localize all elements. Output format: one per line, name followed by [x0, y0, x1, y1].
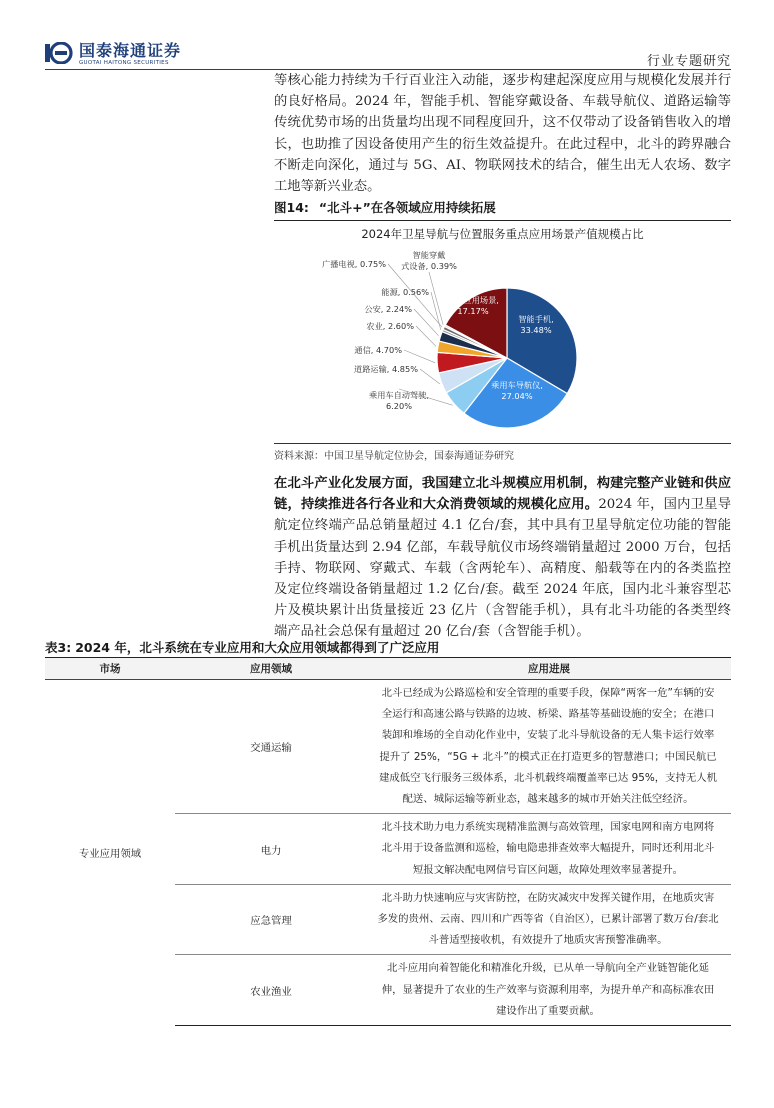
logo-chinese-name: 国泰海通证券: [79, 41, 182, 60]
company-logo: [45, 42, 181, 67]
pie-data-label: 乘用车自动驾驶, 6.20%: [369, 390, 429, 411]
progress-cell: 北斗应用向着智能化和精准化升级，已从单一导航向全产业链智能化延伸，显著提升了农业的生产效率与资源利用率，为提升单产和高标准农田建设作出了重要贡献。: [367, 955, 731, 1026]
industry-paragraph-lead: 在北斗产业化发展方面，我国建立北斗规模应用机制，构建完整产业链和供应链，持续推进各行各业和大众消费领域的规模化应用。: [274, 476, 731, 513]
pie-data-label: 其他应用场景, 17.17%: [447, 295, 499, 316]
report-type-label: 行业专题研究: [646, 54, 731, 69]
pie-leader-line: [416, 326, 436, 346]
application-table: [45, 657, 731, 1026]
header-progress: 应用进展: [367, 658, 731, 680]
progress-cell: 北斗已经成为公路巡检和安全管理的重要手段，保障“两客一危”车辆的安全运行和高速公路与铁路的边坡、桥梁、路基等基础设施的安全；在港口装卸和堆场的全自动化作业中，安装了北斗导航设备的无人集卡运行效率提升了 25%，“5G + 北斗”的模式正在打造更多的智慧港口；中国民航已建成低空飞行服务三级体系，北斗机载终端覆盖率已达 95%，支持无人机配送、城际运输等新业态，越来越多的城市开始关注低空经济。: [378, 687, 718, 806]
header-market: 市场: [45, 658, 175, 680]
pie-data-label: 公安, 2.24%: [364, 304, 412, 314]
pie-data-label: 农业, 2.60%: [366, 321, 414, 331]
figure-title-text: “北斗+”在各领域应用持续拓展: [318, 200, 496, 215]
pie-leader-line: [420, 369, 440, 384]
market-cell: 专业应用领域: [78, 848, 142, 861]
table-row: [45, 680, 731, 814]
logo-icon: [45, 42, 73, 64]
intro-paragraph: 等核心能力持续为千行百业注入动能，逐步构建起深度应用与规模化发展并行的良好格局。2024 年，智能手机、智能穿戴设备、车载导航仪、道路运输等传统优势市场的出货量均出现不同程度回升，这不仅带动了设备销售收入的增长，也助推了因设备使用产生的衍生效益提升。在此过程中，北斗的跨界融合不断走向深化，通过与 5G、AI、物联网技术的结合，催生出无人农场、数字工地等新兴业态。: [274, 73, 731, 195]
pie-leader-line: [414, 309, 439, 336]
pie-data-label: 能源, 0.56%: [381, 287, 429, 297]
field-cell: 农业渔业: [175, 955, 367, 1026]
pie-chart: [274, 220, 731, 442]
progress-cell: 北斗助力快速响应与灾害防控，在防灾减灾中发挥关键作用，在地质灾害多发的贵州、云南、四川和广西等省（自治区），已累计部署了数万台/套北斗普适型接收机，有效提升了地质灾害预警准确率。: [367, 884, 731, 955]
table-header-row: [45, 658, 731, 680]
field-cell: 电力: [175, 814, 367, 885]
pie-data-label: 广播电视, 0.75%: [322, 259, 386, 269]
header-field: 应用领域: [175, 658, 367, 680]
table-title-text: 2024 年，北斗系统在专业应用和大众应用领域都得到了广泛应用: [75, 640, 440, 655]
pie-chart-svg: [274, 220, 731, 442]
logo-english-name: GUOTAI HAITONG SECURITIES: [79, 60, 169, 66]
figure-number: 图14:: [274, 200, 309, 215]
field-cell: 交通运输: [250, 742, 292, 755]
field-cell: 应急管理: [175, 884, 367, 955]
table-number: 表3:: [45, 640, 72, 655]
industry-paragraph-body: 2024 年，国内卫星导航定位终端产品总销量超过 4.1 亿台/套，其中具有卫星导航定位功能的智能手机出货量达到 2.94 亿部，车载导航仪市场终端销量超过 2000 万台，包括手持、物联网、穿戴式、车载（含两轮车）、高精度、船载等在内的各类监控及定位终端设备销量超过 1.2 亿台/套。截至 2024 年底，国内北斗兼容型芯片及模块累计出货量接近 23 亿片（含智能手机），具有北斗功能的各类型终端产品社会总保有量超过 20 亿台/套（含智能手机）。: [274, 497, 731, 640]
progress-cell: 北斗技术助力电力系统实现精准监测与高效管理，国家电网和南方电网将北斗用于设备监测和巡检，输电隐患排查效率大幅提升，同时还利用北斗短报文解决配电网信号盲区问题，故障处理效率显著提升。: [367, 814, 731, 885]
figure-source: 资料来源：中国卫星导航定位协会，国泰海通证券研究: [274, 443, 731, 462]
figure-title: [274, 198, 731, 221]
table-title: [45, 638, 731, 656]
pie-leader-line: [404, 350, 435, 363]
pie-data-label: 乘用车导航仪, 27.04%: [491, 380, 543, 401]
pie-data-label: 智能手机, 33.48%: [518, 314, 554, 335]
pie-leader-line: [429, 272, 443, 325]
page-header: [45, 40, 731, 70]
chart-title: 2024年卫星导航与位置服务重点应用场景产值规模占比: [361, 227, 644, 241]
pie-data-label: 智能穿戴式设备, 0.39%: [401, 250, 457, 271]
industry-paragraph: [274, 473, 731, 643]
pie-data-label: 道路运输, 4.85%: [354, 364, 418, 374]
pie-data-label: 通信, 4.70%: [354, 345, 402, 355]
